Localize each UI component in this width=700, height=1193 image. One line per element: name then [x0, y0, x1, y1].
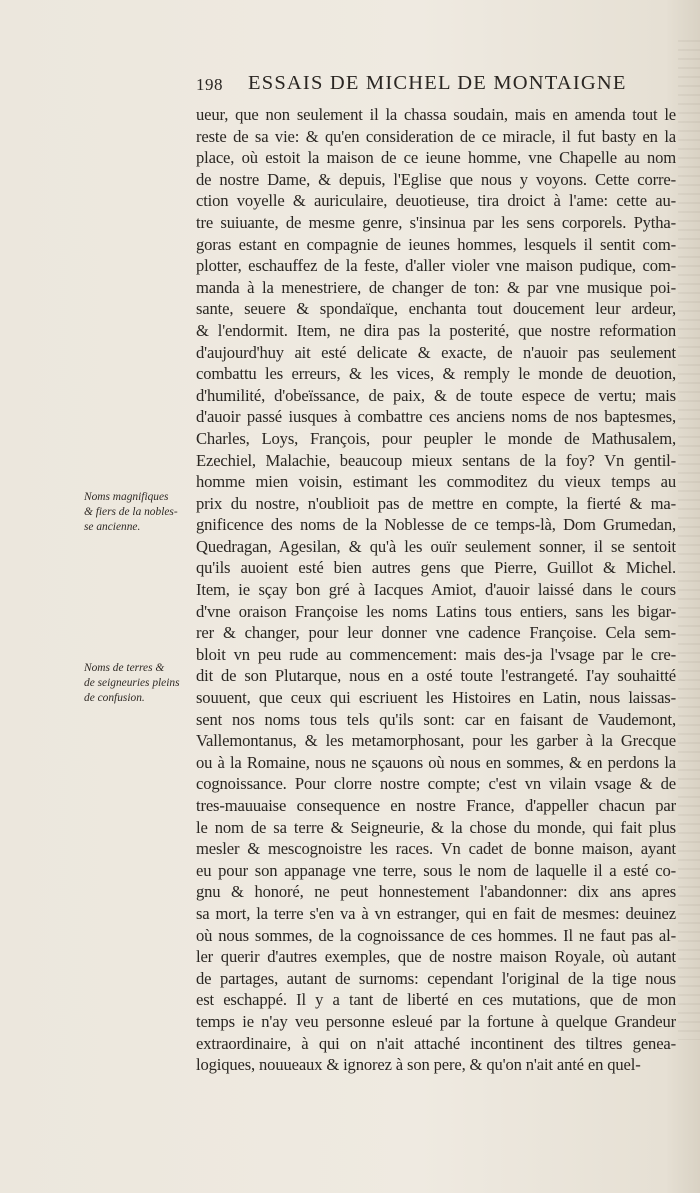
text-line: & l'endormit. Item, ne dira pas la posterité, que nostre reformation	[196, 320, 676, 340]
text-line: qu'ils auoient esté bien autres gens que Pierre, Guillot & Michel.	[196, 558, 676, 578]
text-line: manda à la menestriere, de changer de ton: & par vne musique poi-	[196, 277, 676, 297]
text-line: reste de sa vie: & qu'en consideration de ce miracle, il fut basty en la	[196, 126, 676, 146]
text-line: cognoissance. Pour clorre nostre compte; c'est vn vilain vsage & de	[196, 774, 676, 794]
text-line: de nostre Dame, & depuis, l'Eglise que nous y voyons. Cette corre-	[196, 169, 676, 189]
text-line: ueur, que non seulement il la chassa soudain, mais en amenda tout le	[196, 105, 676, 124]
margin-note-line: de seigneuries pleins	[84, 677, 180, 689]
margin-note-land-names	[84, 661, 194, 706]
text-line: mesler & mescognoistre les races. Vn cadet de bonne maison, ayant	[196, 839, 676, 859]
text-line: combattu les erreurs, & les vices, & remply le monde de deuotion,	[196, 364, 676, 384]
page-number: 198	[196, 75, 223, 94]
page-edge-bleed	[678, 40, 700, 1040]
text-line: de partages, autant de surnoms: cependant l'original de la tige nous	[196, 968, 676, 988]
text-line: Quedragan, Agesilan, & qu'à les ouïr seulement sonner, il se sentoit	[196, 536, 676, 556]
text-line: le nom de sa terre & Seigneurie, & la chose du monde, qui fait plus	[196, 817, 676, 837]
text-line: sa mort, la terre s'en va à vn estranger, qui en fait de mesmes: deuinez	[196, 903, 676, 923]
text-line: où nous sommes, de la cognoissance de ces hommes. Il ne faut pas al-	[196, 925, 676, 945]
text-line: goras estant en compagnie de ieunes hommes, lesquels il sentit com-	[196, 234, 676, 254]
text-line: sent nos noms tous tels qu'ils sont: car en faisant de Vaudemont,	[196, 709, 676, 729]
margin-note-line: & fiers de la nobles-	[84, 506, 178, 518]
margin-note-line: se ancienne.	[84, 521, 141, 533]
text-line: ler querir d'autres exemples, que de nostre maison Royale, où autant	[196, 947, 676, 967]
text-line: bloit vn peu rude au commencement: mais des-ja l'vsage par le cre-	[196, 644, 676, 664]
text-line: dit de son Plutarque, nous en a osté toute l'estrangeté. I'ay souhaitté	[196, 666, 676, 686]
text-line: rer & changer, pour leur donner vne cadence Françoise. Cela sem-	[196, 623, 676, 643]
text-line: extraordinaire, à qui on n'ait attaché incontinent des tiltres genea-	[196, 1033, 676, 1053]
text-line: d'vne oraison Françoise les noms Latins tous entiers, sans les bigar-	[196, 601, 676, 621]
text-line: est eschappé. Il y a tant de liberté en ces mutations, que de mon	[196, 990, 676, 1010]
text-line: souuent, que ceux qui escriuent les Histoires en Latin, nous laissas-	[196, 688, 676, 708]
text-line: sante, seuere & spondaïque, enchanta tout doucement leur ardeur,	[196, 299, 676, 319]
text-line: eu pour son appanage vne terre, sous le nom de laquelle il a esté co-	[196, 860, 676, 880]
text-line: ou à la Romaine, nous ne sçauons où nous en sommes, & en perdons la	[196, 752, 676, 772]
running-title: ESSAIS DE MICHEL DE MONTAIGNE	[248, 72, 627, 94]
text-line: Item, ie sçay bon gré à Iacques Amiot, d'auoir laissé dans le cours	[196, 580, 676, 600]
text-line: Ezechiel, Malachie, beaucoup mieux sentans de la foy? Vn gentil-	[196, 450, 676, 470]
margin-note-line: de confusion.	[84, 692, 145, 704]
margin-note-noble-names	[84, 490, 194, 535]
main-text-block	[196, 104, 676, 1076]
text-line: gnificence des noms de la Noblesse de ce temps-là, Dom Grumedan,	[196, 515, 676, 535]
margin-note-line: Noms de terres &	[84, 662, 165, 674]
text-line: Charles, Loys, François, pour peupler le monde de Mathusalem,	[196, 428, 676, 448]
text-line: plotter, eschauffez de la feste, d'aller violer vne maison pudique, com-	[196, 256, 676, 276]
text-line: prix du nostre, n'oublioit pas de mettre en compte, la fierté & ma-	[196, 493, 676, 513]
text-line: temps ie n'ay veu personne esleué par la fortune à quelque Grandeur	[196, 1011, 676, 1031]
text-line: place, où estoit la maison de ce ieune homme, vne Chapelle au nom	[196, 148, 676, 168]
text-line: homme mien voisin, estimant les commoditez du vieux temps au	[196, 472, 676, 492]
text-line: logiques, nouueaux & ignorez à son pere, & qu'on n'ait anté en quel-	[196, 1055, 641, 1075]
text-line: d'auoir passé iusques à combattre ces anciens noms de nos baptesmes,	[196, 407, 676, 427]
text-line: tre suiuante, de mesme genre, s'insinua par les sens corporels. Pytha-	[196, 212, 676, 232]
margin-note-line: Noms magnifiques	[84, 491, 169, 503]
text-line: Vallemontanus, & les metamorphosant, pour les garber à la Grecque	[196, 731, 676, 751]
text-line: d'aujourd'huy ait esté delicate & exacte, de n'auoir pas seulement	[196, 342, 676, 362]
text-line: tres-mauuaise consequence en nostre France, d'appeller chacun par	[196, 796, 676, 815]
text-line: d'humilité, d'obeïssance, de paix, & de toute espece de vertu; mais	[196, 385, 676, 405]
text-line: gnu & honoré, ne peut honnestement l'abandonner: dix ans apres	[196, 882, 676, 902]
page-header	[196, 72, 654, 96]
text-line: ction voyelle & auriculaire, deuotieuse, tira droict à l'ame: cette au-	[196, 191, 676, 211]
